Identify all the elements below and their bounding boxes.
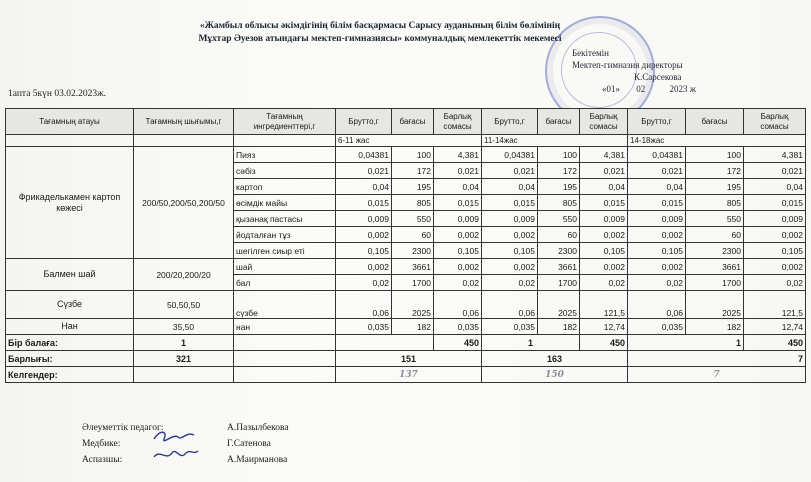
signer-name: А.Пазылбекова xyxy=(227,423,289,433)
col-total-2: Барлық сомасы xyxy=(580,109,628,135)
handwritten-signature xyxy=(150,425,200,465)
header-line-2: Мұхтар Әуезов атындағы мектеп-гимназиясы» коммуналдық мемлекеттік мекемесі xyxy=(198,34,562,44)
value-cell: 0,002 xyxy=(580,227,628,243)
value-cell: 0,02 xyxy=(744,275,806,291)
value-cell: 0,105 xyxy=(744,243,806,259)
total-label: Барлығы: xyxy=(6,351,134,367)
empty-cell xyxy=(234,335,336,351)
value-cell: 0,021 xyxy=(336,163,392,179)
value-cell: 0,015 xyxy=(336,195,392,211)
value-cell: 0,002 xyxy=(628,227,686,243)
value-cell: 0,009 xyxy=(482,211,538,227)
value-cell: 0,105 xyxy=(628,243,686,259)
arrived-row xyxy=(6,367,806,383)
approval-date-month: 02 xyxy=(636,84,646,94)
per-child-row xyxy=(6,335,806,351)
value-cell: 0,002 xyxy=(482,227,538,243)
age-group-2: 11-14жас xyxy=(482,135,628,147)
value-cell: 2300 xyxy=(392,243,434,259)
dish-yield: 200/20,200/20 xyxy=(134,259,234,291)
value-cell: 0,035 xyxy=(628,319,686,335)
value-cell: 0,04 xyxy=(628,179,686,195)
value-cell: 0,021 xyxy=(580,163,628,179)
value-cell: 3661 xyxy=(538,259,580,275)
col-price-1: бағасы xyxy=(392,109,434,135)
value-cell: 0,002 xyxy=(336,259,392,275)
value-cell: 0,02 xyxy=(336,275,392,291)
per-child-g3: 450 xyxy=(744,335,806,351)
value-cell: 60 xyxy=(392,227,434,243)
total-g1: 151 xyxy=(336,351,482,367)
value-cell: 805 xyxy=(392,195,434,211)
value-cell: 12,74 xyxy=(580,319,628,335)
arrived-g2: 150 xyxy=(482,367,628,383)
ingredient-name: Пияз xyxy=(234,147,336,163)
col-total-1: Барлық сомасы xyxy=(434,109,482,135)
value-cell: 0,002 xyxy=(580,259,628,275)
dish-yield: 35,50 xyxy=(134,319,234,335)
value-cell: 172 xyxy=(686,163,744,179)
value-cell: 1700 xyxy=(392,275,434,291)
ingredient-name: сүзбе xyxy=(234,291,336,319)
value-cell: 0,02 xyxy=(580,275,628,291)
value-cell: 0,035 xyxy=(336,319,392,335)
value-cell: 182 xyxy=(686,319,744,335)
value-cell: 60 xyxy=(686,227,744,243)
approval-line-1: Бекітемін xyxy=(572,48,609,58)
total-g2: 163 xyxy=(482,351,628,367)
value-cell: 0,009 xyxy=(580,211,628,227)
approval-block xyxy=(572,47,696,95)
signer-name: А.Маирманова xyxy=(227,455,288,465)
approval-date-year: 2023 ж xyxy=(669,84,696,94)
dish-yield: 200/50,200/50,200/50 xyxy=(134,147,234,259)
ingredient-name: йодталған тұз xyxy=(234,227,336,243)
per-child-g2-count: 1 xyxy=(482,335,580,351)
value-cell: 2300 xyxy=(538,243,580,259)
value-cell: 0,06 xyxy=(482,291,538,319)
empty-cell xyxy=(134,367,234,383)
value-cell: 0,04 xyxy=(336,179,392,195)
per-child-label: Бір балаға: xyxy=(6,335,134,351)
approval-line-3: К.Сарсекова xyxy=(634,72,682,82)
total-yield: 321 xyxy=(134,351,234,367)
value-cell: 172 xyxy=(538,163,580,179)
value-cell: 0,06 xyxy=(336,291,392,319)
age-group-3: 14-18жас xyxy=(628,135,806,147)
value-cell: 0,105 xyxy=(580,243,628,259)
value-cell: 60 xyxy=(538,227,580,243)
ingredient-name: бал xyxy=(234,275,336,291)
value-cell: 182 xyxy=(538,319,580,335)
value-cell: 0,04381 xyxy=(482,147,538,163)
value-cell: 0,105 xyxy=(336,243,392,259)
ingredient-name: шегілген сиыр еті xyxy=(234,243,336,259)
signer-name: Г.Сатенова xyxy=(227,439,271,449)
value-cell: 0,021 xyxy=(744,163,806,179)
header-line-1: «Жамбыл облысы әкімдігінің білім басқармасы Сарысу ауданының білім бөлімінің xyxy=(199,21,561,31)
value-cell: 3661 xyxy=(686,259,744,275)
value-cell: 0,015 xyxy=(482,195,538,211)
value-cell: 0,035 xyxy=(482,319,538,335)
approval-date: «01» 02 2023 ж xyxy=(602,84,696,94)
signer-role: Аспазшы: xyxy=(82,455,123,465)
ingredient-name: өсімдік майы xyxy=(234,195,336,211)
value-cell: 0,009 xyxy=(628,211,686,227)
value-cell: 550 xyxy=(686,211,744,227)
value-cell: 0,015 xyxy=(744,195,806,211)
col-brutto-1: Брутто,г xyxy=(336,109,392,135)
per-child-g3-count: 1 xyxy=(628,335,744,351)
value-cell: 0,015 xyxy=(628,195,686,211)
value-cell: 0,035 xyxy=(434,319,482,335)
document-header xyxy=(150,20,610,46)
value-cell: 0,015 xyxy=(434,195,482,211)
value-cell: 4,381 xyxy=(744,147,806,163)
value-cell: 0,02 xyxy=(434,275,482,291)
col-ingredients: Тағамның ингредиенттері,г xyxy=(234,109,336,135)
value-cell: 805 xyxy=(538,195,580,211)
value-cell: 0,04 xyxy=(744,179,806,195)
value-cell: 550 xyxy=(392,211,434,227)
per-child-yield: 1 xyxy=(134,335,234,351)
value-cell: 550 xyxy=(538,211,580,227)
arrived-g3: 7 xyxy=(628,367,806,383)
empty-cell xyxy=(336,335,434,351)
per-child-g1: 450 xyxy=(434,335,482,351)
value-cell: 805 xyxy=(686,195,744,211)
value-cell: 0,04381 xyxy=(336,147,392,163)
col-price-2: бағасы xyxy=(538,109,580,135)
col-price-3: бағасы xyxy=(686,109,744,135)
value-cell: 4,381 xyxy=(434,147,482,163)
value-cell: 100 xyxy=(538,147,580,163)
value-cell: 2025 xyxy=(538,291,580,319)
value-cell: 121,5 xyxy=(744,291,806,319)
approval-line-2: Мектеп-гимназия директоры xyxy=(572,60,683,70)
menu-table xyxy=(5,108,806,383)
signer-role: Әлеуметтік педагог: xyxy=(82,423,164,433)
value-cell: 0,015 xyxy=(580,195,628,211)
age-group-row xyxy=(6,135,806,147)
value-cell: 1700 xyxy=(538,275,580,291)
ingredient-row xyxy=(6,291,806,319)
col-brutto-2: Брутто,г xyxy=(482,109,538,135)
value-cell: 2300 xyxy=(686,243,744,259)
dish-name: Нан xyxy=(6,319,134,335)
menu-day-label: 1апта 5күн 03.02.2023ж. xyxy=(8,89,107,99)
value-cell: 0,06 xyxy=(434,291,482,319)
value-cell: 0,105 xyxy=(482,243,538,259)
ingredient-name: қызанақ пастасы xyxy=(234,211,336,227)
value-cell: 0,002 xyxy=(744,227,806,243)
col-total-3: Барлық сомасы xyxy=(744,109,806,135)
value-cell: 0,021 xyxy=(628,163,686,179)
ingredient-row xyxy=(6,259,806,275)
value-cell: 0,105 xyxy=(434,243,482,259)
value-cell: 0,009 xyxy=(336,211,392,227)
value-cell: 0,06 xyxy=(628,291,686,319)
col-yield: Тағамның шығымы,г xyxy=(134,109,234,135)
ingredient-row xyxy=(6,147,806,163)
empty-cell xyxy=(234,367,336,383)
dish-yield: 50,50,50 xyxy=(134,291,234,319)
age-group-1: 6-11 жас xyxy=(336,135,482,147)
col-brutto-3: Брутто,г xyxy=(628,109,686,135)
dish-name: Фрикаделькамен картоп көжесі xyxy=(6,147,134,259)
value-cell: 100 xyxy=(686,147,744,163)
value-cell: 0,021 xyxy=(434,163,482,179)
total-g3: 7 xyxy=(628,351,806,367)
signer-role: Медбике: xyxy=(82,439,121,449)
total-row xyxy=(6,351,806,367)
value-cell: 172 xyxy=(392,163,434,179)
value-cell: 0,04 xyxy=(434,179,482,195)
value-cell: 100 xyxy=(392,147,434,163)
value-cell: 0,002 xyxy=(482,259,538,275)
value-cell: 12,74 xyxy=(744,319,806,335)
col-dish-name: Тағамның атауы xyxy=(6,109,134,135)
value-cell: 1700 xyxy=(686,275,744,291)
value-cell: 0,021 xyxy=(482,163,538,179)
arrived-label: Келгендер: xyxy=(6,367,134,383)
value-cell: 0,02 xyxy=(482,275,538,291)
value-cell: 0,002 xyxy=(434,227,482,243)
value-cell: 195 xyxy=(392,179,434,195)
ingredient-name: сәбіз xyxy=(234,163,336,179)
value-cell: 0,009 xyxy=(434,211,482,227)
value-cell: 0,002 xyxy=(628,259,686,275)
value-cell: 0,02 xyxy=(628,275,686,291)
ingredient-row xyxy=(6,319,806,335)
ingredient-name: шай xyxy=(234,259,336,275)
value-cell: 2025 xyxy=(392,291,434,319)
approval-date-day: 01 xyxy=(606,84,616,94)
value-cell: 0,002 xyxy=(744,259,806,275)
value-cell: 4,381 xyxy=(580,147,628,163)
dish-name: Балмен шай xyxy=(6,259,134,291)
ingredient-name: нан xyxy=(234,319,336,335)
value-cell: 0,04 xyxy=(580,179,628,195)
ingredient-name: картоп xyxy=(234,179,336,195)
value-cell: 121,5 xyxy=(580,291,628,319)
value-cell: 182 xyxy=(392,319,434,335)
value-cell: 0,04381 xyxy=(628,147,686,163)
value-cell: 195 xyxy=(686,179,744,195)
value-cell: 3661 xyxy=(392,259,434,275)
per-child-g2: 450 xyxy=(580,335,628,351)
value-cell: 0,002 xyxy=(434,259,482,275)
value-cell: 0,002 xyxy=(336,227,392,243)
empty-cell xyxy=(234,351,336,367)
value-cell: 0,009 xyxy=(744,211,806,227)
dish-name: Сүзбе xyxy=(6,291,134,319)
value-cell: 195 xyxy=(538,179,580,195)
arrived-g1: 137 xyxy=(336,367,482,383)
value-cell: 0,04 xyxy=(482,179,538,195)
value-cell: 2025 xyxy=(686,291,744,319)
